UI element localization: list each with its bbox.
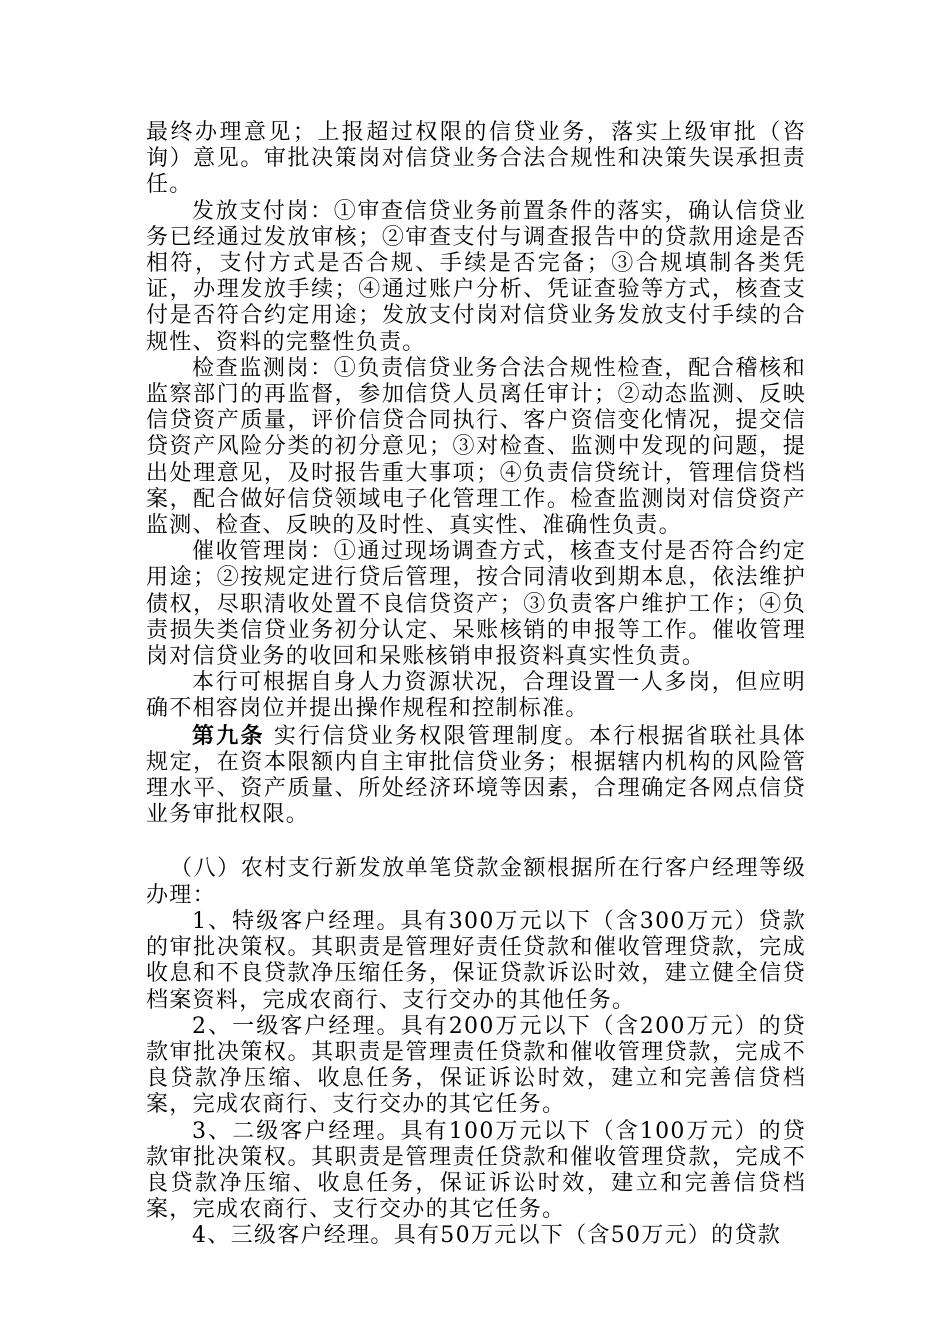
paragraph-approval-continuation: 最终办理意见；上报超过权限的信贷业务，落实上级审批（咨询）意见。审批决策岗对信贷业务合法合规性和决策失误承担责任。 <box>146 120 806 198</box>
paragraph-inspection-post: 检查监测岗：①负责信贷业务合法合规性检查，配合稽核和监察部门的再监督，参加信贷人员离任审计；②动态监测、反映信贷资产质量，评价信贷合同执行、客户资信变化情况，提交信贷资产风险分类的初分意见；③对检查、监测中发现的问题，提出处理意见，及时报告重大事项；④负责信贷统计，管理信贷档案，配合做好信贷领域电子化管理工作。检查监测岗对信贷资产监测、检查、反映的及时性、真实性、准确性负责。 <box>146 355 806 539</box>
article-9-text: 实行信贷业务权限管理制度。本行根据省联社具体规定，在资本限额内自主审批信贷业务；根据辖内机构的风险管理水平、资产质量、所处经济环境等因素，合理确定各网点信贷业务审批权限。 <box>146 723 806 828</box>
manager-level-1: 2、一级客户经理。具有200万元以下（含200万元）的贷款审批决策权。其职责是管理责任贷款和催收管理贷款，完成不良贷款净压缩、收息任务，保证诉讼时效，建立和完善信贷档案，完成农商行、支行交办的其它任务。 <box>146 1013 806 1118</box>
manager-level-2: 3、二级客户经理。具有100万元以下（含100万元）的贷款审批决策权。其职责是管理责任贷款和催收管理贷款，完成不良贷款净压缩、收息任务，保证诉讼时效，建立和完善信贷档案，完成农商行、支行交办的其它任务。 <box>146 1118 806 1223</box>
paragraph-disbursement-post: 发放支付岗：①审查信贷业务前置条件的落实，确认信贷业务已经通过发放审核；②审查支付与调查报告中的贷款用途是否相符，支付方式是否合规、手续是否完备；③合规填制各类凭证，办理发放手续；④通过账户分析、凭证查验等方式，核查支付是否符合约定用途；发放支付岗对信贷业务发放支付手续的合规性、资料的完整性负责。 <box>146 198 806 355</box>
paragraph-collection-post: 催收管理岗：①通过现场调查方式，核查支付是否符合约定用途；②按规定进行贷后管理，按合同清收到期本息，依法维护债权，尽职清收处置不良信贷资产；③负责客户维护工作；④负责损失类信贷业务初分认定、呆账核销的申报等工作。催收管理岗对信贷业务的收回和呆账核销申报资料真实性负责。 <box>146 539 806 670</box>
manager-level-3: 4、三级客户经理。具有50万元以下（含50万元）的贷款 <box>192 1223 782 1249</box>
manager-level-special: 1、特级客户经理。具有300万元以下（含300万元）贷款的审批决策权。其职责是管理好责任贷款和催收管理贷款，完成收息和不良贷款净压缩任务，保证贷款诉讼时效，建立健全信贷档案资料，完成农商行、支行交办的其他任务。 <box>146 908 806 1013</box>
paragraph-multi-post: 本行可根据自身人力资源状况，合理设置一人多岗，但应明确不相容岗位并提出操作规程和控制标准。 <box>146 670 806 722</box>
article-9-heading: 第九条 <box>192 722 265 749</box>
article-9 <box>146 723 806 829</box>
document-page <box>146 120 806 1250</box>
paragraph-gap <box>146 828 806 856</box>
section-8-intro: （八）农村支行新发放单笔贷款金额根据所在行客户经理等级办理： <box>146 856 806 908</box>
